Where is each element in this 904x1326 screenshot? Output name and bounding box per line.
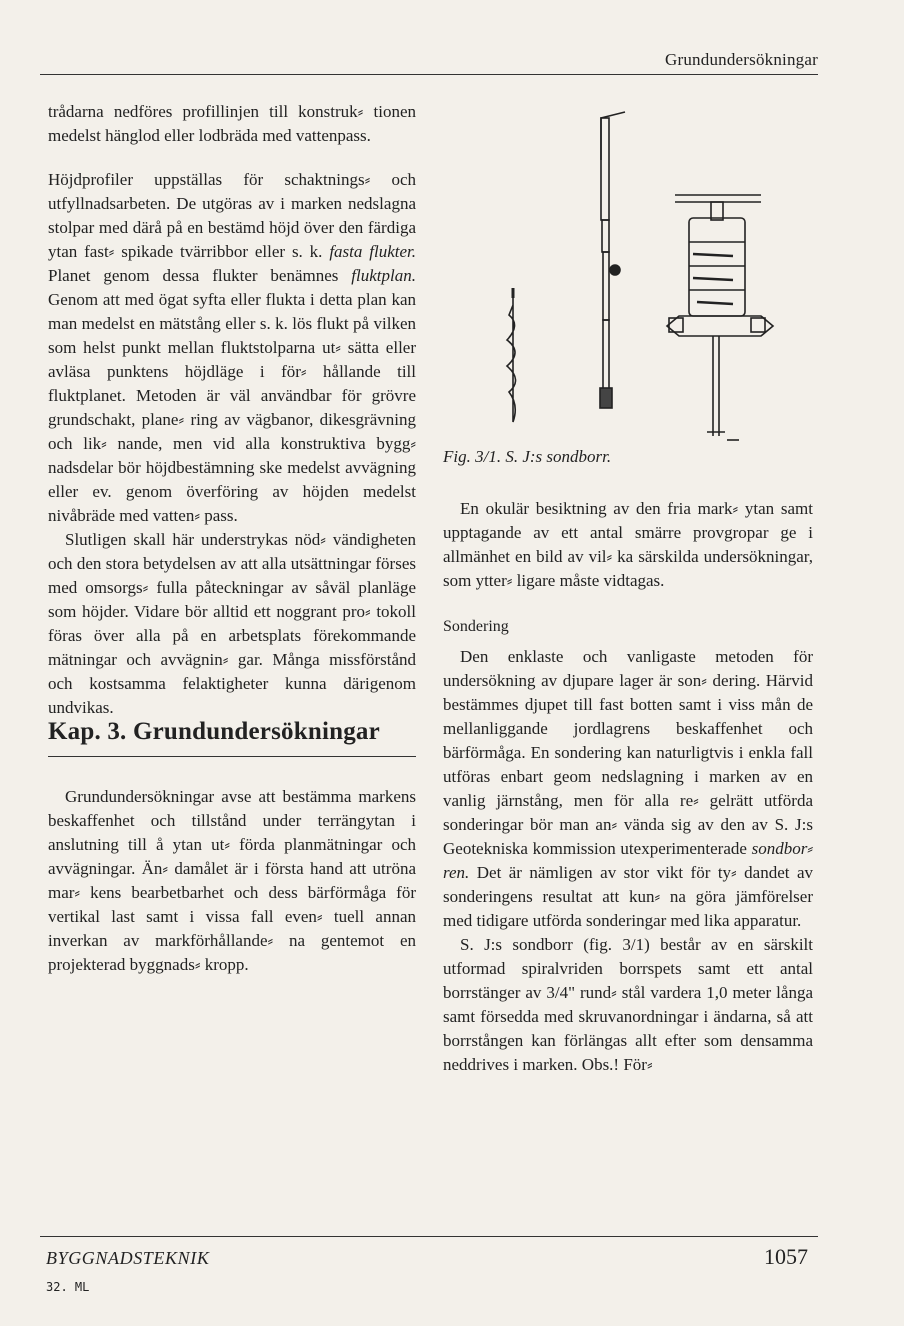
sondborr-figure [443,100,813,445]
left-column [48,100,416,977]
chapter-rule [48,756,416,757]
paragraph: S. J:s sondborr (fig. 3/1) består av en särskilt utformad spiralvriden borrspets samt ett antal borrstänger av 3/4" rund⸗ stål vardera 1,0 meter långa samt försedda med skruvanordningar i ändarna, så att borrstången kan förlängas allt efter som densamma neddrives i marken. Obs.! För⸗ [443,935,813,1074]
page-number: 1057 [764,1244,808,1269]
paragraph: Slutligen skall här understrykas nöd⸗ vändigheten och den stora betydelsen av att alla utsättningar förses med omsorgs⸗ fulla påteckningar av såväl planläge som höjder. Vidare bör alltid ett noggrant pro⸗ tokoll föras över alla på en arbetsplats förekommande mätningar och avvägnin⸗ gar. Många missförstånd och kostsamma felaktigheter kunna därigenom undvikas. [48,530,416,717]
figure-caption: Fig. 3/1. S. J:s sondborr. [443,447,612,466]
print-code: 32. ML [46,1280,90,1294]
top-rule [40,74,818,75]
bottom-rule [40,1236,818,1237]
section-heading: Sondering [443,618,509,635]
paragraph: En okulär besiktning av den fria mark⸗ ytan samt upptagande av ett antal smärre provgropar ge i allmänhet en bild av vil⸗ ka särskilda undersökningar, som ytter⸗ ligare måste vidtagas. [443,499,813,590]
chapter-title: Kap. 3. Grundundersökningar [48,718,380,745]
paragraph: Grundundersökningar avse att bestämma markens beskaffenhet och tillstånd under terrängytan i anslutning till å ytan ut⸗ förda planmätningar och avvägningar. Än⸗ damålet är i första hand att utröna mar⸗ kens bearbetbarhet och dess bärförmåga för vertikal last samt i vissa fall even⸗ tuell annan inverkan av markförhållande⸗ na gentemot en projekterad byggnads⸗ kropp. [48,787,416,974]
sondborr-illustration [443,100,813,445]
paragraph-sondering: Den enklaste och vanligaste metoden för undersökning av djupare lager är son⸗ dering. Härvid bestämmes djupet till fast botten samt i viss mån de mellanliggande jordlagrens beskaffenhet och bärförmåga. En sondering kan naturligtvis i enkla fall utföras enbart geom nedslagning i marken av en vanlig järnstång, men för alla re⸗ gelrätt utförda sonderingar bör man an⸗ vända sig av den av S. J:s Geotekniska kommission utexperimenterade sondbor⸗ ren. Det är nämligen av stor vikt för ty⸗ dandet av sonderingens resultat att kun⸗ na göra jämförelser med tidigare utförda sonderingar med lika apparatur. [443,647,813,930]
right-column [443,100,813,1077]
running-head: Grundundersökningar [665,50,818,69]
journal-title: BYGGNADSTEKNIK [46,1248,210,1268]
paragraph: trådarna nedföres profillinjen till konstruk⸗ tionen medelst hänglod eller lodbräda med vattenpass. [48,102,416,145]
paragraph-hojdprofiler: Höjdprofiler uppställas för schaktnings⸗ och utfyllnadsarbeten. De utgöras av i marken nedslagna stolpar med därå på en bestämd höjd över den färdiga ytan fast⸗ spikade tvärribbor eller s. k. fasta flukter. Planet genom dessa flukter benämnes fluktplan. Genom att med ögat syfta eller flukta i detta plan kan man medelst en mätstång eller s. k. lös flukt på vilken som helst punkt mellan fluktstolparna ut⸗ sätta eller avläsa punktens höjdläge i för⸗ hållande till fluktplanet. Metoden är väl användbar för grövre grundschakt, plane⸗ ring av vägbanor, dikesgrävning och lik⸗ nande, men vid alla konstruktiva bygg⸗ nadsdelar bör höjdbestämning ske medelst avvägning eller ev. genom överföring av höjden medelst nivåbräde med vatten⸗ pass. [48,170,416,525]
